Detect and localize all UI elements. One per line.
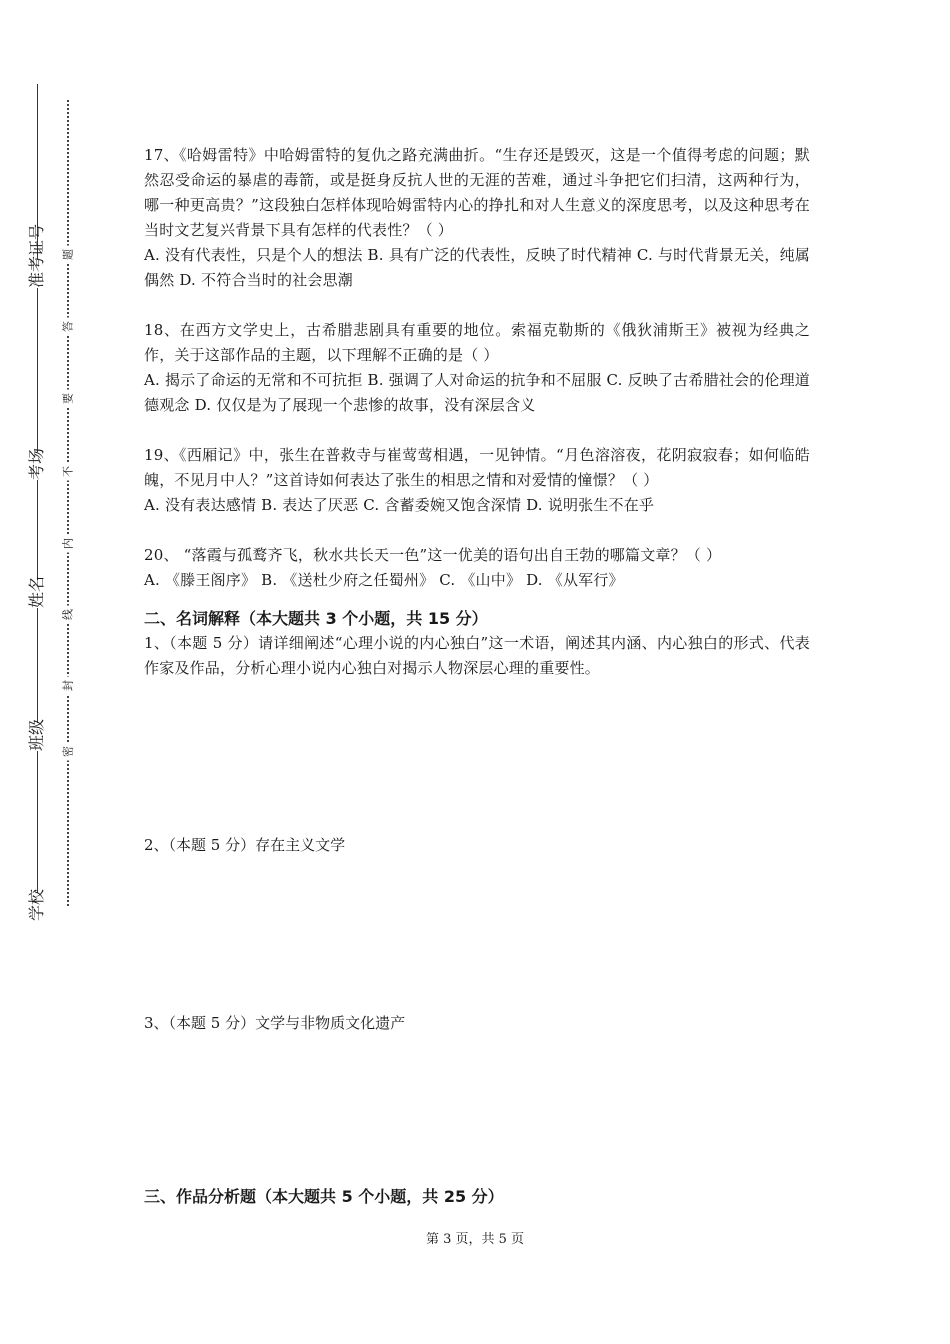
question-options: A. 揭示了命运的无常和不可抗拒 B. 强调了人对命运的抗争和不屈服 C. 反映了古希腊社会的伦理道德观念 D. 仅仅是为了展现一个悲惨的故事，没有深层含义	[144, 371, 810, 414]
class-label: 班级	[25, 723, 49, 751]
section-2-title: 二、名词解释（本大题共 3 个小题，共 15 分）	[144, 609, 488, 628]
seal-char-ti: 题	[60, 246, 77, 264]
seal-char-da: 答	[60, 318, 77, 336]
seal-char-feng: 封	[60, 677, 77, 695]
term-item-3: 3、（本题 5 分）文学与非物质文化遗产	[144, 1014, 406, 1032]
exam-content	[144, 143, 810, 1209]
question-18	[144, 318, 810, 418]
seal-dotted-line	[67, 100, 69, 906]
question-options: A. 没有表达感情 B. 表达了厌恶 C. 含蓄委婉又饱含深情 D. 说明张生不在乎	[144, 496, 655, 514]
question-stem: 20、 “落霞与孤鹜齐飞，秋水共长天一色”这一优美的语句出自王勃的哪篇文章？（ ）	[144, 546, 722, 564]
question-stem: 18、在西方文学史上，古希腊悲剧具有重要的地位。索福克勒斯的《俄狄浦斯王》被视为经典之作，关于这部作品的主题，以下理解不正确的是（ ）	[144, 321, 810, 364]
binding-margin	[0, 0, 110, 1344]
term-item-2: 2、（本题 5 分）存在主义文学	[144, 836, 346, 854]
term-item-1: 1、（本题 5 分）请详细阐述“心理小说的内心独白”这一术语，阐述其内涵、内心独白的形式、代表作家及作品，分析心理小说内心独白对揭示人物深层心理的重要性。	[144, 634, 810, 677]
binding-solid-line	[37, 84, 38, 914]
question-stem: 17、《哈姆雷特》中哈姆雷特的复仇之路充满曲折。“生存还是毁灭，这是一个值得考虑的问题；默然忍受命运的暴虐的毒箭，或是挺身反抗人世的无涯的苦难，通过斗争把它们扫清，这两种行为，哪一种更高贵？”这段独白怎样体现哈姆雷特内心的挣扎和对人生意义的深度思考，以及这种思考在当时文艺复兴背景下具有怎样的代表性？（ ）	[144, 146, 810, 239]
question-options: A. 《滕王阁序》 B. 《送杜少府之任蜀州》 C. 《山中》 D. 《从军行》	[144, 571, 624, 589]
seal-char-nei: 内	[60, 535, 77, 553]
seal-char-mi: 密	[60, 743, 77, 761]
seal-char-yao: 要	[60, 390, 77, 408]
seal-char-xian: 线	[60, 606, 77, 624]
question-options: A. 没有代表性，只是个人的想法 B. 具有广泛的代表性，反映了时代精神 C. 与时代背景无关，纯属偶然 D. 不符合当时的社会思潮	[144, 246, 810, 289]
question-17	[144, 143, 810, 293]
section-3-title: 三、作品分析题（本大题共 5 个小题，共 25 分）	[144, 1187, 504, 1206]
question-stem: 19、《西厢记》中，张生在普救寺与崔莺莺相遇，一见钟情。“月色溶溶夜，花阴寂寂春；如何临皓魄，不见月中人？”这首诗如何表达了张生的相思之情和对爱情的憧憬？（ ）	[144, 446, 810, 489]
question-20	[144, 543, 810, 593]
school-label: 学校	[25, 893, 49, 921]
student-name-label: 姓名	[25, 580, 49, 608]
page-number-footer: 第 3 页，共 5 页	[425, 1232, 525, 1247]
question-19	[144, 443, 810, 518]
seal-char-bu: 不	[60, 463, 77, 481]
exam-id-label: 准考证号	[25, 260, 49, 288]
exam-room-label: 考场	[25, 452, 49, 480]
